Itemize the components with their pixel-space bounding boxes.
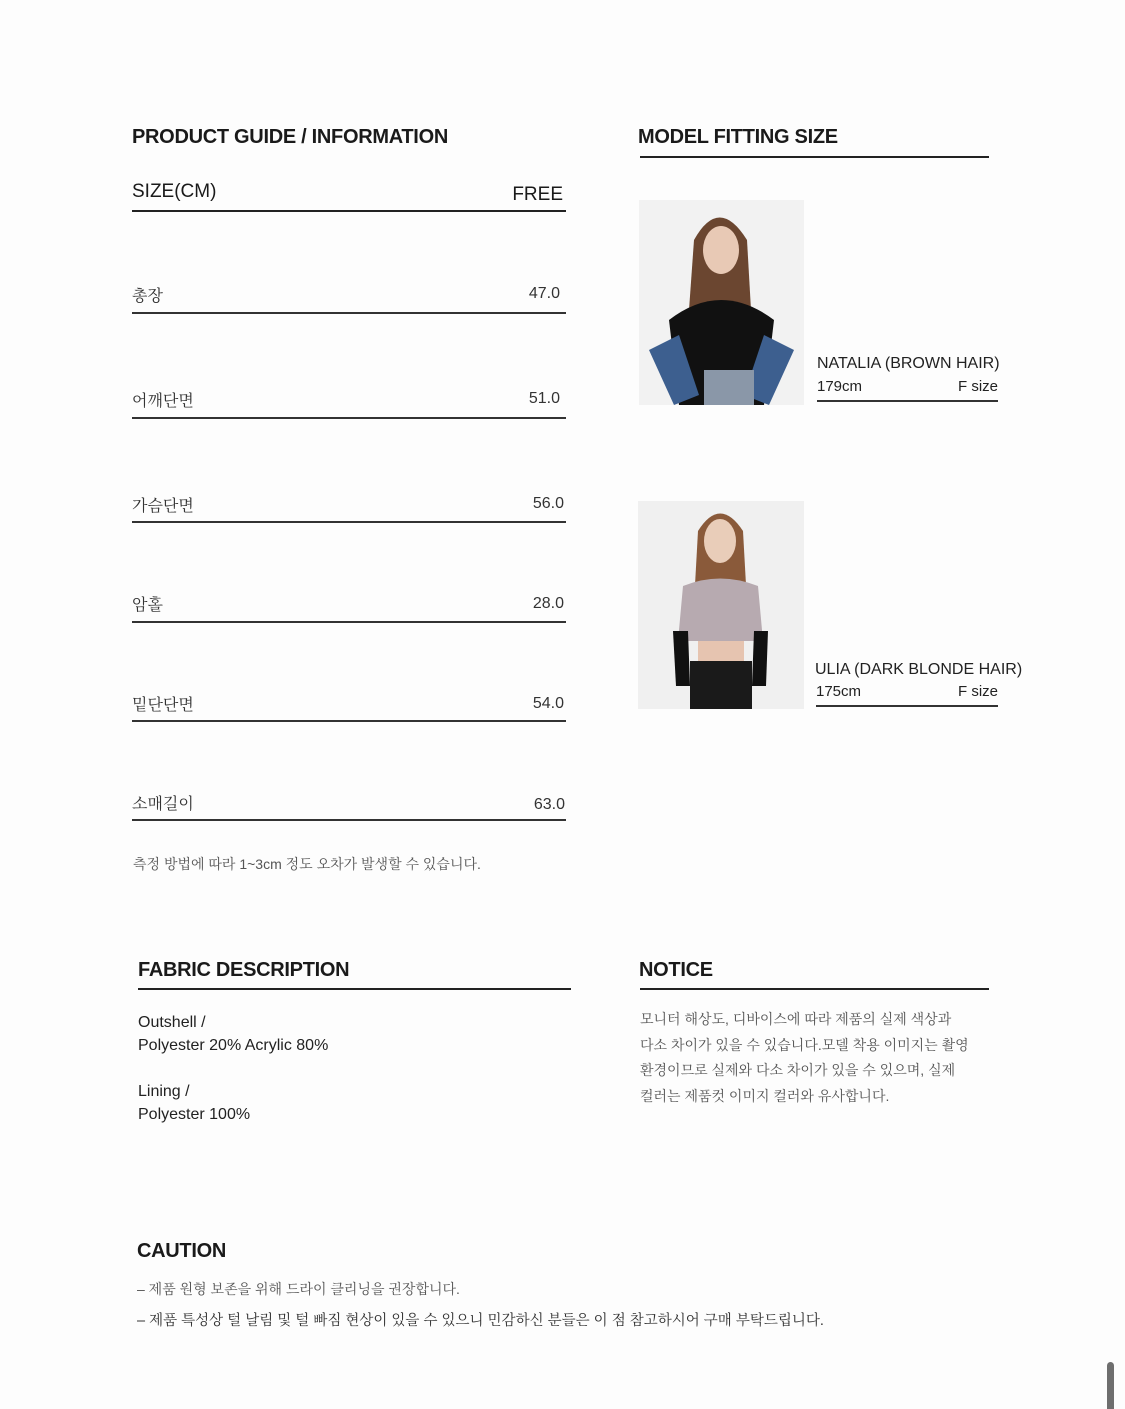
model-photo-natalia <box>639 200 804 405</box>
size-header: SIZE(CM) <box>132 181 217 202</box>
notice-line: 환경이므로 실제와 다소 차이가 있을 수 있으며, 실제 <box>640 1062 956 1078</box>
model-height: 175cm <box>816 683 862 700</box>
header-divider <box>132 210 566 212</box>
model-title-divider <box>640 156 989 158</box>
outshell-value: Polyester 20% Acrylic 80% <box>138 1037 329 1054</box>
row-divider <box>132 720 566 722</box>
row-value: 47.0 <box>528 285 560 302</box>
caution-title: CAUTION <box>137 1240 227 1262</box>
row-label: 소매길이 <box>132 796 194 813</box>
notice-title: NOTICE <box>639 959 713 981</box>
notice-text <box>640 1007 969 1109</box>
fabric-lining <box>138 1080 250 1126</box>
row-label: 어깨단면 <box>132 393 194 410</box>
caution-line: – 제품 원형 보존을 위해 드라이 클리닝을 권장합니다. <box>137 1281 460 1297</box>
model-name: NATALIA (BROWN HAIR) <box>817 355 1000 372</box>
size-free-header: FREE <box>512 184 563 205</box>
row-value: 63.0 <box>533 796 565 813</box>
row-divider <box>132 521 566 523</box>
model-name: ULIA (DARK BLONDE HAIR) <box>815 661 1023 678</box>
model-fitting-title: MODEL FITTING SIZE <box>638 126 838 148</box>
row-value: 51.0 <box>528 390 560 407</box>
fabric-divider <box>138 988 571 990</box>
scrollbar-thumb[interactable] <box>1107 1362 1114 1409</box>
row-value: 54.0 <box>532 695 564 712</box>
notice-line: 컬러는 제품컷 이미지 컬러와 유사합니다. <box>640 1087 890 1104</box>
model-figure-icon <box>639 200 804 405</box>
row-value: 56.0 <box>532 495 564 512</box>
model-height: 179cm <box>817 378 863 395</box>
measurement-note: 측정 방법에 따라 1~3cm 정도 오차가 발생할 수 있습니다. <box>133 856 481 872</box>
row-divider <box>132 417 566 419</box>
row-value: 28.0 <box>532 595 564 612</box>
model-divider <box>817 400 998 402</box>
model-figure-icon <box>638 501 804 709</box>
lining-value: Polyester 100% <box>138 1106 251 1123</box>
caution-line: – 제품 특성상 털 날림 및 털 빠짐 현상이 있을 수 있으니 민감하신 분들은 이 점 참고하시어 구매 부탁드립니다. <box>137 1313 824 1329</box>
model-divider <box>816 705 998 707</box>
model-photo-ulia <box>638 501 804 709</box>
outshell-label: Outshell / <box>138 1014 206 1031</box>
model-size: F size <box>957 378 998 395</box>
product-guide-title: PRODUCT GUIDE / INFORMATION <box>132 126 448 148</box>
row-label: 가슴단면 <box>132 498 194 515</box>
row-divider <box>132 819 566 821</box>
lining-label: Lining / <box>138 1083 190 1100</box>
row-divider <box>132 312 566 314</box>
notice-line: 다소 차이가 있을 수 있습니다.모델 착용 이미지는 촬영 <box>640 1036 969 1053</box>
fabric-outshell <box>138 1011 328 1057</box>
model-size: F size <box>957 683 998 700</box>
row-label: 총장 <box>132 288 163 305</box>
fabric-title: FABRIC DESCRIPTION <box>138 959 350 981</box>
row-label: 암홀 <box>132 597 163 614</box>
row-label: 밑단단면 <box>132 697 194 714</box>
row-divider <box>132 621 566 623</box>
notice-divider <box>640 988 989 990</box>
notice-line: 모니터 해상도, 디바이스에 따라 제품의 실제 색상과 <box>640 1011 952 1027</box>
